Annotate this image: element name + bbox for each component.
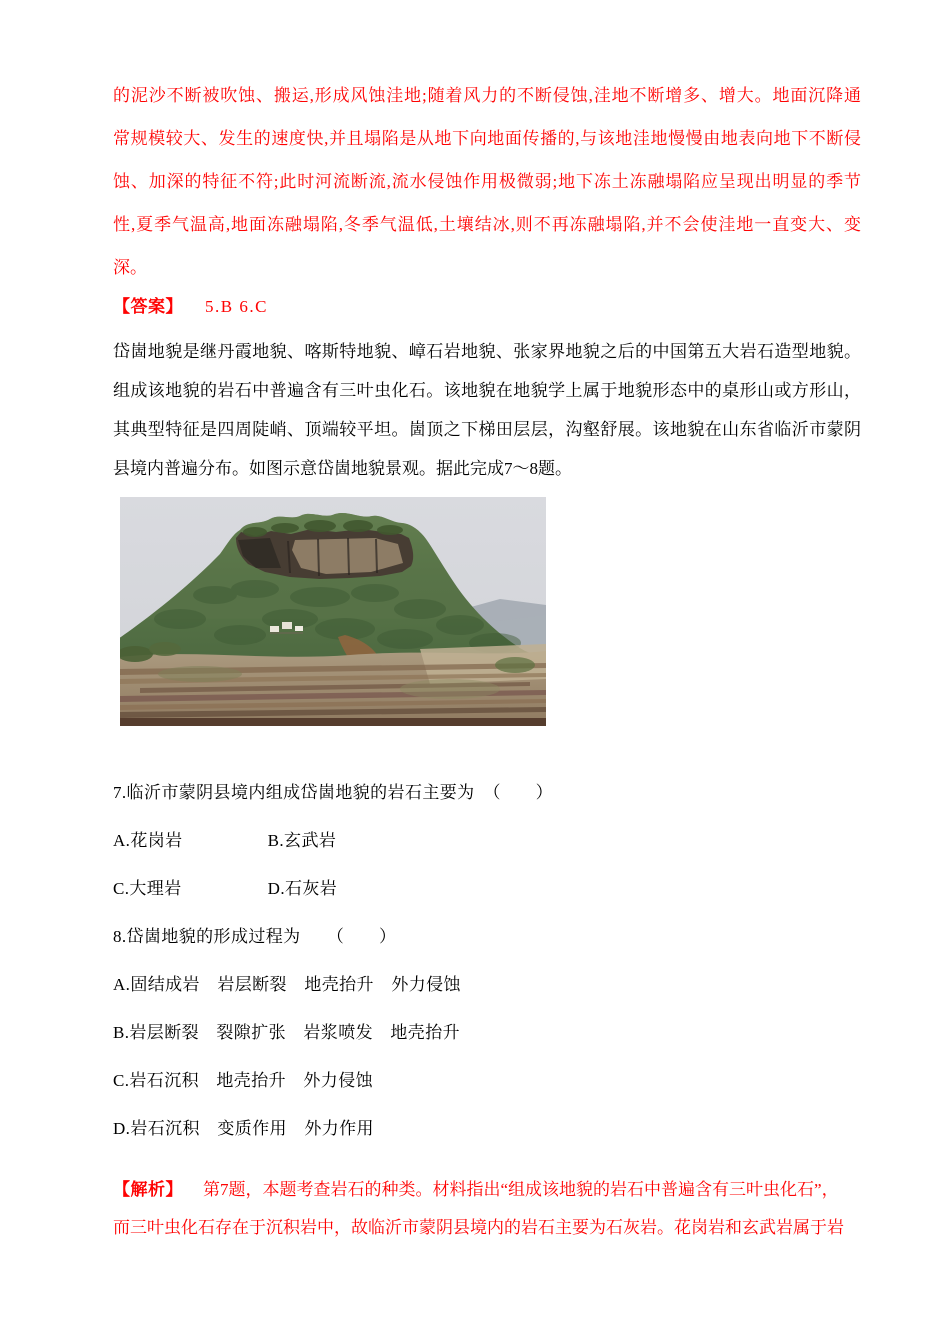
document-content (113, 0, 861, 1247)
continuation-explanation-paragraph (113, 74, 861, 289)
analysis-line-1-text: 第7题，本题考查岩石的种类。材料指出“组成该地貌的岩石中普遍含有三叶虫化石”， (203, 1180, 839, 1199)
option-8b: B.岩层断裂 裂隙扩张 岩浆喷发 地壳抬升 (113, 1023, 460, 1042)
analysis-line-1 (113, 1171, 861, 1209)
option-7a: A.花岗岩 (113, 831, 183, 850)
option-8d: D.岩石沉积 变质作用 外力作用 (113, 1119, 374, 1138)
option-8a: A.固结成岩 岩层断裂 地壳抬升 外力侵蚀 (113, 975, 461, 994)
question-7-stem: 7.临沂市蒙阴县境内组成岱崮地貌的岩石主要为 （ ） (113, 783, 554, 802)
text-line: 岱崮地貌是继丹霞地貌、喀斯特地貌、嶂石岩地貌、张家界地貌之后的中国第五大岩石造型地貌。 (113, 342, 861, 361)
option-8c: C.岩石沉积 地壳抬升 外力侵蚀 (113, 1071, 373, 1090)
analysis-label: 【解析】 (113, 1180, 183, 1199)
analysis-paragraph (113, 1171, 861, 1247)
intro-paragraph (113, 332, 861, 488)
question-8-stem: 8.岱崮地貌的形成过程为 （ ） (113, 927, 397, 946)
landform-photo (120, 497, 546, 726)
text-line: 组成该地貌的岩石中普遍含有三叶虫化石。该地貌在地貌学上属于地貌形态中的桌形山或方形山， (113, 381, 861, 400)
answer-line (113, 289, 861, 325)
answer-values: 5.B 6.C (205, 297, 268, 316)
answer-label: 【答案】 (113, 297, 183, 316)
question-7-options-row-1 (113, 829, 861, 853)
text-line: 县境内普遍分布。如图示意岱崮地貌景观。据此完成7～8题。 (113, 459, 572, 478)
landform-photo-illustration (120, 497, 546, 726)
text-line: 性,夏季气温高,地面冻融塌陷,冬季气温低,土壤结冰,则不再冻融塌陷,并不会使洼地一直变大、变 (113, 215, 861, 234)
text-line: 的泥沙不断被吹蚀、搬运,形成风蚀洼地;随着风力的不断侵蚀,洼地不断增多、增大。地面沉降通 (113, 86, 861, 105)
text-line: 深。 (113, 258, 147, 277)
option-7c: C.大理岩 (113, 879, 182, 898)
question-7-options-row-2 (113, 877, 861, 901)
option-7d: D.石灰岩 (267, 879, 338, 898)
text-line: 其典型特征是四周陡峭、顶端较平坦。崮顶之下梯田层层，沟壑舒展。该地貌在山东省临沂市蒙阴 (113, 420, 861, 439)
text-line: 蚀、加深的特征不符;此时河流断流,流水侵蚀作用极微弱;地下冻土冻融塌陷应呈现出明显的季节 (113, 172, 861, 191)
analysis-line-2: 而三叶虫化石存在于沉积岩中，故临沂市蒙阴县境内的岩石主要为石灰岩。花岗岩和玄武岩属于岩 (113, 1218, 844, 1237)
option-7b: B.玄武岩 (267, 831, 337, 850)
photo-cliff-cap (236, 520, 413, 579)
text-line: 常规模较大、发生的速度快,并且塌陷是从地下向地面传播的,与该地洼地慢慢由地表向地下不断侵 (113, 129, 861, 148)
